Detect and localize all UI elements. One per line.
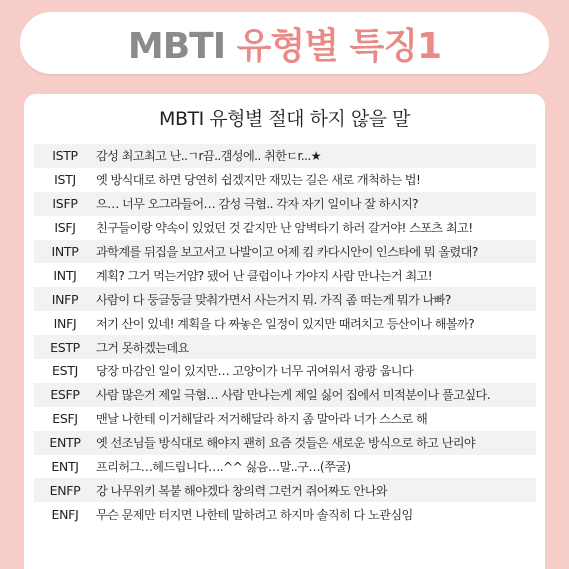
mbti-code: INFP bbox=[51, 291, 79, 307]
mbti-code: INTJ bbox=[53, 267, 77, 283]
mbti-phrase: 과학계를 뒤집을 보고서고 나발이고 어제 킴 카다시안이 인스타에 뭐 올렸대? bbox=[96, 245, 478, 259]
mbti-code: ENFJ bbox=[51, 506, 79, 522]
list-item bbox=[34, 192, 536, 216]
mbti-code: ENTJ bbox=[51, 459, 79, 475]
list-item bbox=[34, 216, 536, 240]
mbti-code: INTP bbox=[51, 244, 79, 259]
list-item bbox=[34, 478, 536, 502]
list-item bbox=[34, 240, 536, 264]
mbti-phrase: 강 나무위키 복붙 해야겠다 창의력 그런거 쥐어짜도 안나와 bbox=[96, 483, 388, 498]
mbti-phrase: 프리허그…헤드립니다….^^ 싫음…말..구…(쭈굴) bbox=[96, 460, 351, 475]
mbti-phrase: 그거 못하겠는데요 bbox=[96, 340, 189, 355]
title-subtitle: 유형별 특징1 bbox=[236, 25, 442, 67]
list-item bbox=[34, 311, 536, 335]
list-item bbox=[34, 263, 536, 287]
mbti-code: ISFP bbox=[52, 196, 78, 212]
mbti-phrase: 옛 선조님들 방식대로 해야지 괜히 요즘 것들은 새로운 방식으로 하고 난리야 bbox=[96, 436, 476, 451]
mbti-phrase: 옛 방식대로 하면 당연히 쉽겠지만 재밌는 길은 새로 개척하는 법! bbox=[96, 173, 421, 188]
mbti-phrase: 친구들이랑 약속이 있었던 것 같지만 난 암벽타기 하러 갈거야! 스포츠 최고! bbox=[96, 221, 473, 236]
mbti-code: ESTJ bbox=[52, 363, 78, 379]
header-banner bbox=[20, 12, 549, 74]
card-title: MBTI 유형별 절대 하지 않을 말 bbox=[159, 108, 410, 130]
mbti-code: ENFP bbox=[49, 482, 81, 498]
list-item bbox=[34, 431, 536, 455]
mbti-code: ISTJ bbox=[54, 172, 76, 188]
list-item bbox=[34, 502, 536, 526]
list-item bbox=[34, 168, 536, 192]
mbti-phrase: 감성 최고최고 난..ㄱr끔..갬성에.. 취한ㄷr...★ bbox=[96, 149, 321, 164]
list-item bbox=[34, 455, 536, 479]
mbti-list bbox=[34, 144, 536, 526]
mbti-code: INFJ bbox=[53, 315, 77, 331]
mbti-phrase: 당장 마감인 일이 있지만… 고양이가 너무 귀여워서 광광 웁니다 bbox=[96, 364, 414, 379]
page-title bbox=[128, 18, 441, 69]
mbti-code: ISTP bbox=[52, 148, 78, 164]
mbti-phrase: 맨날 나한테 이거해달라 저거해달라 하지 좀 말아라 너가 스스로 해 bbox=[96, 412, 428, 427]
list-item bbox=[34, 144, 536, 168]
title-mbti: MBTI bbox=[127, 25, 226, 67]
mbti-code: ESTP bbox=[50, 339, 80, 355]
mbti-phrase: 저기 산이 있네! 계획을 다 짜놓은 일정이 있지만 때려치고 등산이나 해볼까? bbox=[96, 316, 475, 331]
list-item bbox=[34, 287, 536, 311]
list-item bbox=[34, 407, 536, 431]
mbti-phrase: 계획? 그거 먹는거얌? 됐어 난 클럽이나 가야지 사람 만나는거 최고! bbox=[96, 268, 432, 283]
mbti-phrase: 무슨 문제만 터지면 나한테 말하려고 하지마 솔직히 다 노관심임 bbox=[96, 507, 413, 522]
mbti-code: ENTP bbox=[49, 435, 81, 451]
mbti-code: ESFP bbox=[50, 387, 80, 403]
list-item bbox=[34, 383, 536, 407]
mbti-code: ISFJ bbox=[54, 220, 76, 236]
list-item bbox=[34, 335, 536, 359]
content-card bbox=[24, 94, 545, 569]
mbti-phrase: 으… 너무 오그라들어… 감성 극혐.. 각자 자기 일이나 잘 하시지? bbox=[96, 197, 419, 212]
mbti-code: ESFJ bbox=[52, 411, 78, 427]
mbti-phrase: 사람 많은거 제일 극혐… 사람 만나는게 제일 싫어 집에서 미적분이나 풀고싶다. bbox=[96, 388, 490, 403]
list-item bbox=[34, 359, 536, 383]
mbti-phrase: 사람이 다 둥글둥글 맞춰가면서 사는거지 뭐. 가직 좀 떠는게 뭐가 나빠? bbox=[96, 292, 451, 307]
